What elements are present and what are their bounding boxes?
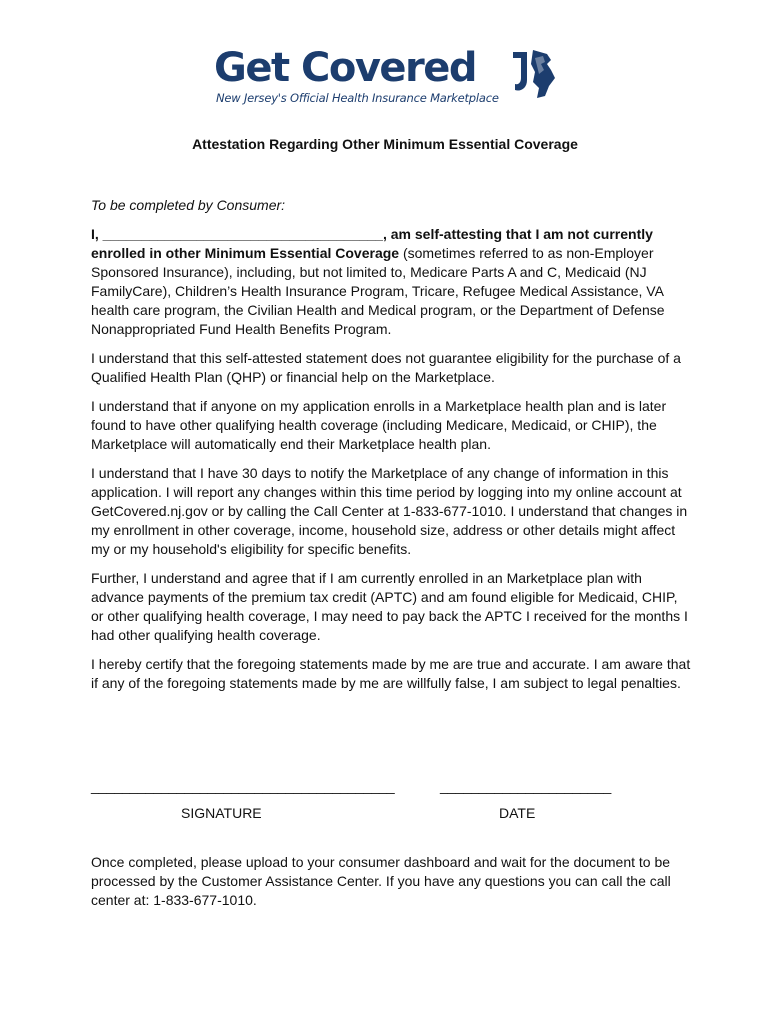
nj-map-icon [511,48,557,100]
attestation-paragraph [91,225,691,339]
aptc-paragraph: Further, I understand and agree that if I am currently enrolled in an Marketplace plan with advance payments of the premium tax credit (APTC) and am found eligible for Medicaid, CHIP, or other qualifying health coverage, I may need to pay back the APTC I received for the months I had other qualifying health coverage. [91,570,688,643]
date-line[interactable]: ______________________ [440,778,612,794]
signature-block [91,778,651,838]
notification-paragraph: I understand that I have 30 days to notify the Marketplace of any change of information in this application. I will report any changes within this time period by logging into my online account at GetCovered.nj.gov or by calling the Call Center at 1-833-677-1010. I understand that changes in my enrollment in other coverage, income, household size, address or other details might affect my or my household's eligibility for specific benefits. [91,465,688,557]
logo-tagline: New Jersey's Official Health Insurance Marketplace [216,91,499,105]
certification-paragraph: I hereby certify that the foregoing statements made by me are true and accurate. I am aware that if any of the foregoing statements made by me are willfully false, I am subject to legal penalties. [91,656,691,691]
attestation-bold-text: I, ____________________________________, am self-attesting that I am not currently enrolled in other Minimum Essential Coverage [91,226,653,261]
termination-paragraph: I understand that if anyone on my application enrolls in a Marketplace health plan and is later found to have other qualifying health coverage (including Medicare, Medicaid, or CHIP), the Marketplace will automatically end their Marketplace health plan. [91,398,667,452]
date-label: DATE [499,805,536,821]
intro-text: To be completed by Consumer: [91,197,286,213]
eligibility-paragraph: I understand that this self-attested statement does not guarantee eligibility for the purchase of a Qualified Health Plan (QHP) or financial help on the Marketplace. [91,350,681,385]
logo-title: Get Covered [214,45,477,91]
signature-line[interactable]: _______________________________________ [91,778,395,794]
logo [214,44,564,112]
document-title: Attestation Regarding Other Minimum Essential Coverage [192,136,578,152]
attestation-rest-text: (sometimes referred to as non-Employer Sponsored Insurance), including, but not limited to, Medicare Parts A and C, Medicaid (NJ FamilyCare), Children’s Health Insurance Program, Tricare, Refugee Medical Assistance, VA health care program, the Civilian Health and Medical program, or the Department of Defense Nonappropriated Fund Health Benefits Program. [91,245,665,337]
signature-label: SIGNATURE [181,805,262,821]
document-body [91,196,691,703]
closing-paragraph: Once completed, please upload to your consumer dashboard and wait for the document to be processed by the Customer Assistance Center. If you have any questions you can call the call center at: 1-833-677-1010. [91,854,671,908]
